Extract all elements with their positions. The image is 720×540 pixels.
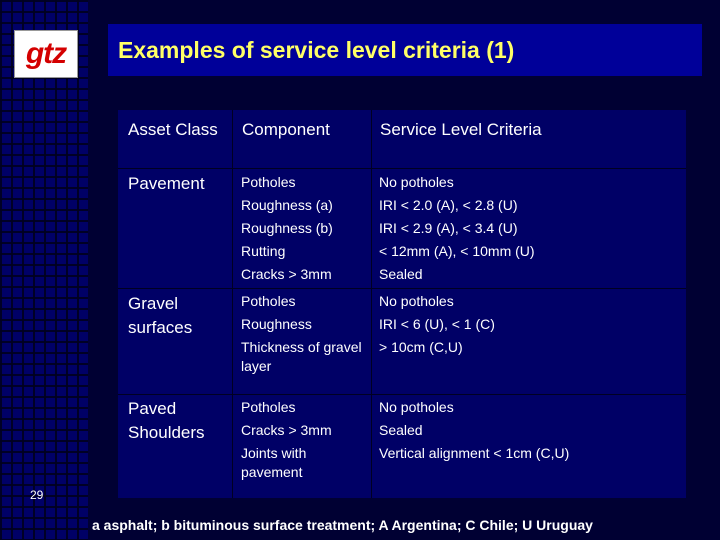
criteria-item: Vertical alignment < 1cm (C,U) [379, 445, 570, 461]
criteria-item: No potholes [379, 399, 454, 415]
component-item: Potholes [241, 293, 296, 309]
criteria-item: Sealed [379, 266, 423, 282]
header-component: Component [242, 120, 330, 139]
row-asset-paved-shoulders: Paved Shoulders [128, 399, 205, 442]
component-item: Roughness (a) [241, 197, 333, 213]
component-item: Cracks > 3mm [241, 422, 332, 438]
criteria-item: No potholes [379, 293, 454, 309]
header-asset-class: Asset Class [128, 120, 218, 139]
component-item: Joints with pavement [241, 445, 307, 480]
gtz-logo [14, 30, 78, 78]
row-asset-pavement: Pavement [128, 174, 205, 193]
component-item: Potholes [241, 174, 296, 190]
logo-text: gtz [25, 37, 67, 70]
component-item: Thickness of gravel layer [241, 339, 362, 374]
criteria-item: > 10cm (C,U) [379, 339, 463, 355]
row-divider [118, 288, 686, 289]
title-bar [108, 24, 702, 76]
component-item: Rutting [241, 243, 286, 259]
criteria-item: Sealed [379, 422, 423, 438]
slide-title: Examples of service level criteria (1) [118, 36, 515, 63]
criteria-item: < 12mm (A), < 10mm (U) [379, 243, 535, 259]
criteria-item: IRI < 2.9 (A), < 3.4 (U) [379, 220, 518, 236]
component-item: Cracks > 3mm [241, 266, 332, 282]
header-service-level-criteria: Service Level Criteria [380, 120, 542, 139]
criteria-table [118, 110, 686, 498]
row-asset-gravel-surfaces: Gravel surfaces [128, 294, 193, 337]
slide-number: 29 [30, 488, 44, 502]
criteria-item: No potholes [379, 174, 454, 190]
component-item: Roughness (b) [241, 220, 333, 236]
row-divider [118, 394, 686, 395]
component-item: Roughness [241, 316, 312, 332]
decorative-side-grid [0, 0, 88, 540]
criteria-item: IRI < 2.0 (A), < 2.8 (U) [379, 197, 518, 213]
criteria-item: IRI < 6 (U), < 1 (C) [379, 316, 495, 332]
component-item: Potholes [241, 399, 296, 415]
row-divider [118, 168, 686, 169]
footnote: a asphalt; b bituminous surface treatment; A Argentina; C Chile; U Uruguay [92, 517, 593, 533]
